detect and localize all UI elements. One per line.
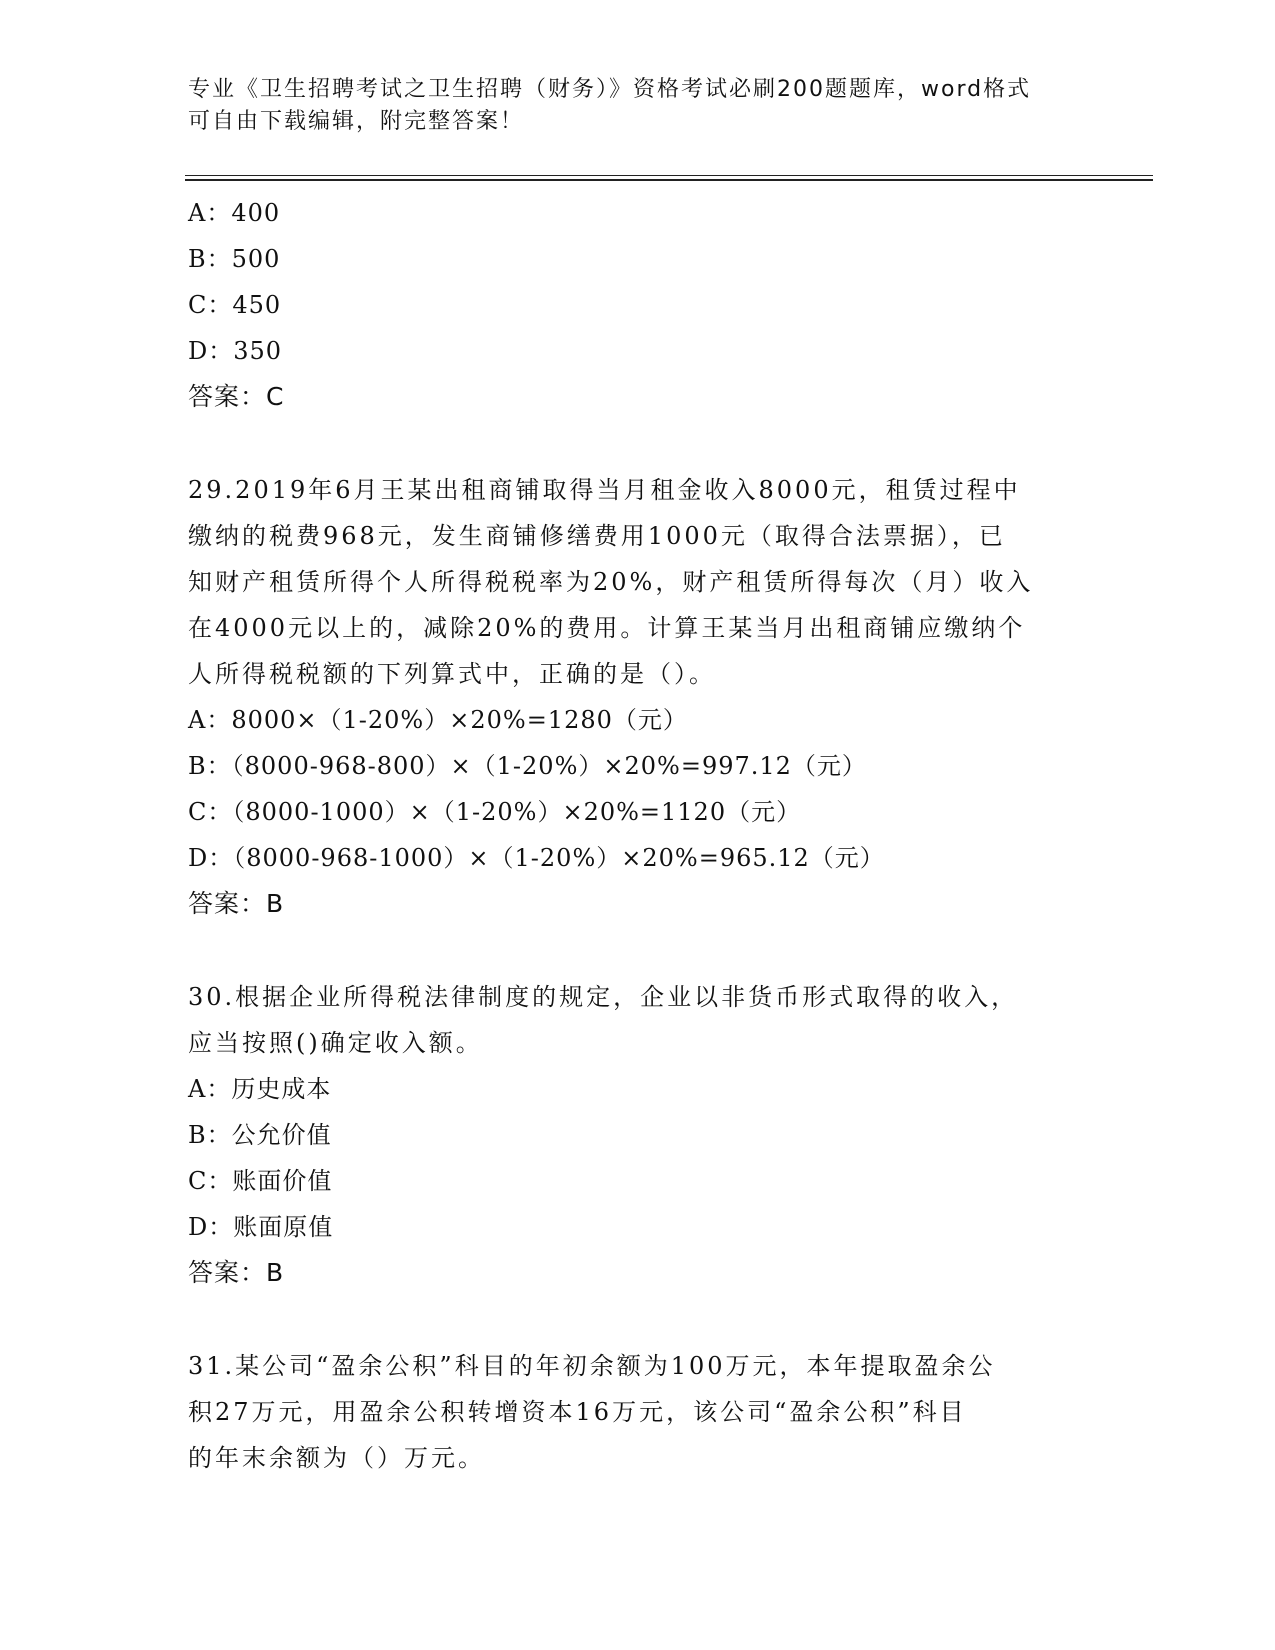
option-c: C：账面价值 [188,1167,333,1195]
answer-line: 答案：B [188,1258,285,1287]
question-stem: 31.某公司“盈余公积”科目的年初余额为100万元，本年提取盈余公 积27万元，用盈余公积转增资本16万元，该公司“盈余公积”科目 的年末余额为（）万元。 [188,1352,996,1472]
option-a: A：8000×（1-20%）×20%=1280（元） [188,706,688,734]
spacer [188,420,1108,467]
question-31 [188,1343,1108,1481]
option-b: B：500 [188,245,281,273]
answer-line: 答案：C [188,382,285,411]
option-c: C：450 [188,291,282,319]
question-stem: 29.2019年6月王某出租商铺取得当月租金收入8000元，租赁过程中 缴纳的税费968元，发生商铺修缮费用1000元（取得合法票据），已 知财产租赁所得个人所得税税率为20%，财产租赁所得每次（月）收入 在4000元以上的，减除20%的费用。计算王某当月出租商铺应缴纳个 人所得税税额的下列算式中，正确的是（）。 [188,476,1034,688]
option-b: B：（8000-968-800）×（1-20%）×20%=997.12（元） [188,752,867,780]
option-a: A：历史成本 [188,1075,332,1103]
spacer [188,1296,1108,1343]
question-stem: 30.根据企业所得税法律制度的规定，企业以非货币形式取得的收入， 应当按照()确定收入额。 [188,983,1019,1057]
header-divider-thin [185,175,1153,176]
option-a: A：400 [188,199,281,227]
option-d: D：350 [188,337,283,365]
option-c: C：（8000-1000）×（1-20%）×20%=1120（元） [188,798,802,826]
question-content [188,190,1108,1481]
answer-line: 答案：B [188,889,285,918]
question-30 [188,974,1108,1296]
option-b: B：公允价值 [188,1121,332,1149]
option-d: D：（8000-968-1000）×（1-20%）×20%=965.12（元） [188,844,885,872]
question-28-tail [188,190,1108,420]
page-header-title: 专业《卫生招聘考试之卫生招聘（财务）》资格考试必刷200题题库，word格式 可自由下载编辑，附完整答案！ [188,77,1032,134]
option-d: D：账面原值 [188,1213,334,1241]
question-29 [188,467,1108,927]
header-divider-thick [185,179,1153,181]
spacer [188,927,1108,974]
